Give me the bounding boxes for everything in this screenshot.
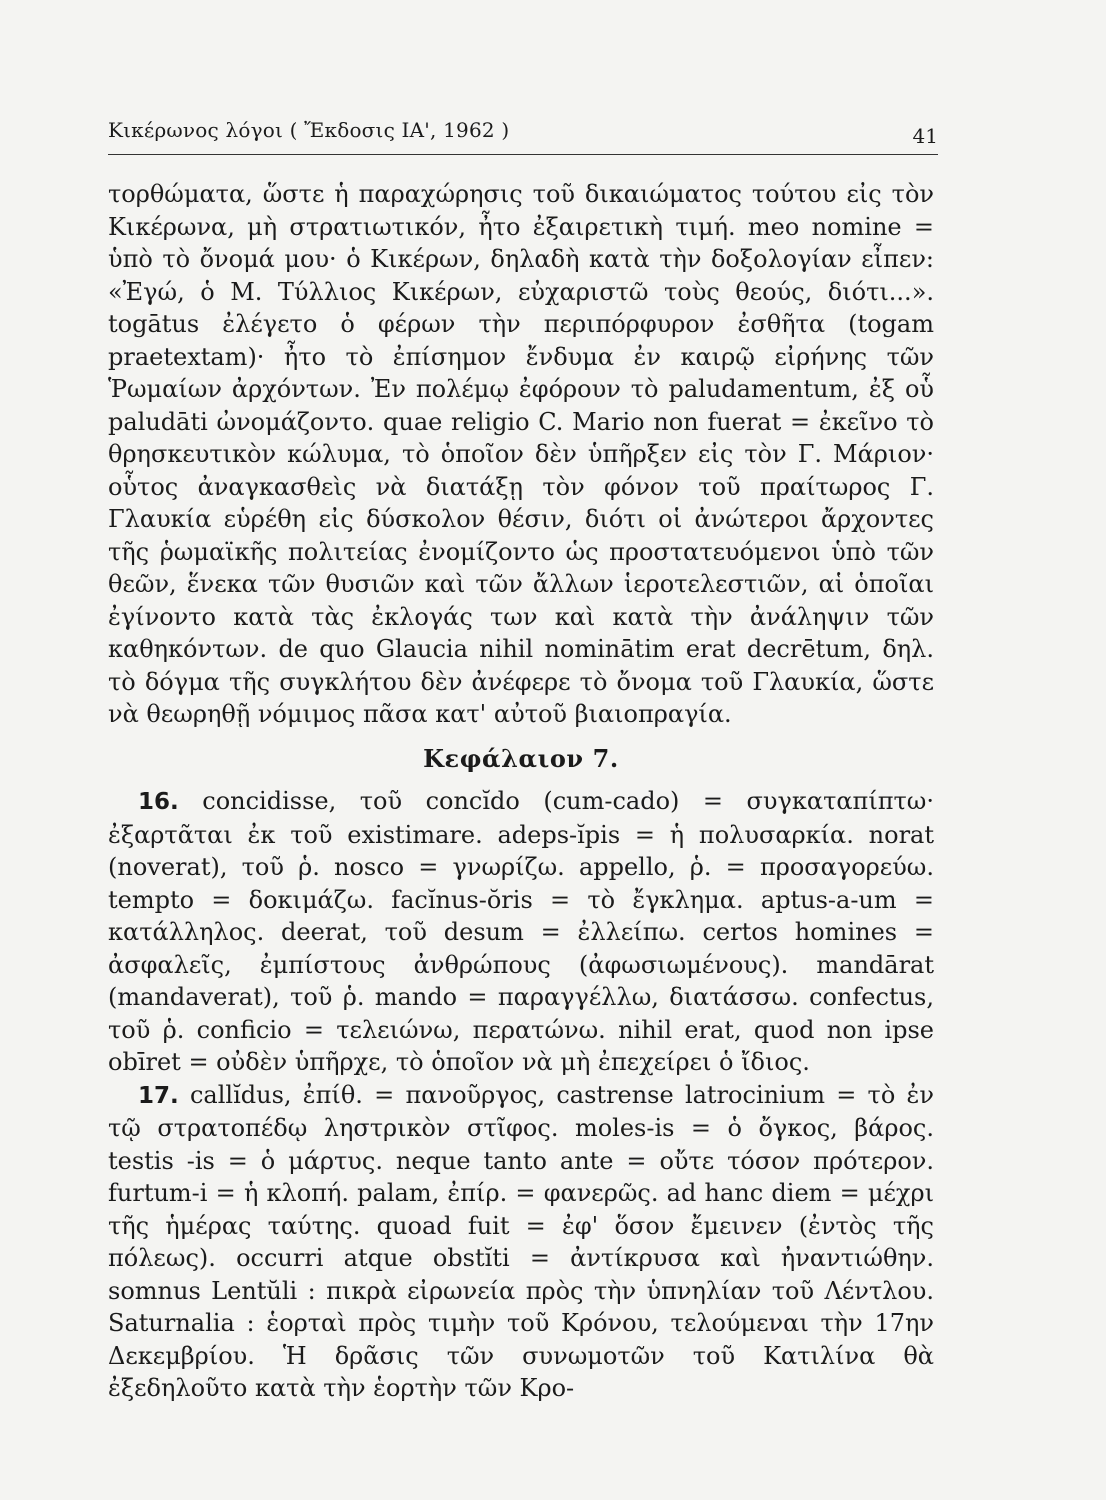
paragraph-continuation: τορθώματα, ὥστε ἡ παραχώρησις τοῦ δικαιώματος τούτου εἰς τὸν Κικέρωνα, μὴ στρατιωτικόν, ἦτο ἐξαιρετικὴ τιμή. meo nomine = ὑπὸ τὸ ὄνομά μου· ὁ Κικέρων, δηλαδὴ κατὰ τὴν δοξολογίαν εἶπεν: «Ἐγώ, ὁ Μ. Τύλλιος Κικέρων, εὐχαριστῶ τοὺς θεούς, διότι...». togātus ἐλέγετο ὁ φέρων τὴν περιπόρφυρον ἐσθῆτα (togam praetextam)· ἦτο τὸ ἐπίσημον ἔνδυμα ἐν καιρῷ εἰρήνης τῶν Ῥωμαίων ἀρχόντων. Ἐν πολέμῳ ἐφόρουν τὸ paludamentum, ἐξ οὗ paludāti ὠνομάζοντο. quae religio C. Mario non fuerat = ἐκεῖνο τὸ θρησκευτικὸν κώλυμα, τὸ ὁποῖον δὲν ὑπῆρξεν εἰς τὸν Γ. Μάριον· οὗτος ἀναγκασθεὶς νὰ διατάξῃ τὸν φόνον τοῦ πραίτωρος Γ. Γλαυκία εὑρέθη εἰς δύσκολον θέσιν, διότι οἱ ἀνώτεροι ἄρχοντες τῆς ῥωμαϊκῆς πολιτείας ἐνομίζοντο ὡς προστατευόμενοι ὑπὸ τῶν θεῶν, ἕνεκα τῶν θυσιῶν καὶ τῶν ἄλλων ἱεροτελεστιῶν, αἱ ὁποῖαι ἐγίνοντο κατὰ τὰς ἐκλογάς των καὶ κατὰ τὴν ἀνάληψιν τῶν καθηκόντων. de quo Glaucia nihil nominātim erat decrētum, δηλ. τὸ δόγμα τῆς συγκλήτου δὲν ἀνέφερε τὸ ὄνομα τοῦ Γλαυκία, ὥστε νὰ θεωρηθῇ νόμιμος πᾶσα κατ' αὐτοῦ βιαιοπραγία. — [108, 180, 934, 728]
body-text — [108, 178, 934, 1405]
chapter-heading: Κεφάλαιον 7. — [423, 743, 619, 773]
section-16 — [108, 785, 934, 1079]
section-17-number: 17. — [138, 1082, 179, 1109]
header-title: Κικέρωνος λόγοι ( Ἔκδοσις ΙΑ', 1962 ) — [108, 118, 510, 142]
section-16-text: concidisse, τοῦ concĭdo (cum-cado) = συγκαταπίπτω· ἐξαρτᾶται ἐκ τοῦ existimare. adeps-ĭpis = ἡ πολυσαρκία. norat (noverat), τοῦ ῥ. nosco = γνωρίζω. appello, ῥ. = προσαγορεύω. tempto = δοκιμάζω. facĭnus-ŏris = τὸ ἔγκλημα. aptus-a-um = κατάλληλος. deerat, τοῦ desum = ἐλλείπω. certos homines = ἀσφαλεῖς, ἐμπίστους ἀνθρώπους (ἀφωσιωμένους). mandārat (mandaverat), τοῦ ῥ. mando = παραγγέλλω, διατάσσω. confectus, τοῦ ῥ. conficio = τελειώνω, περατώνω. nihil erat, quod non ipse obīret = οὐδὲν ὑπῆρχε, τὸ ὁποῖον νὰ μὴ ἐπεχείρει ὁ ἴδιος. — [108, 787, 934, 1076]
section-17-text: callĭdus, ἐπίθ. = πανοῦργος, castrense latrocinium = τὸ ἐν τῷ στρατοπέδῳ ληστρικὸν στῖφος. moles-is = ὁ ὄγκος, βάρος. testis -is = ὁ μάρτυς. neque tanto ante = οὔτε τόσον πρότερον. furtum-i = ἡ κλοπή. palam, ἐπίρ. = φανερῶς. ad hanc diem = μέχρι τῆς ἡμέρας ταύτης. quoad fuit = ἐφ' ὅσον ἔμεινεν (ἐντὸς τῆς πόλεως). occurri atque obstĭti = ἀντίκρυσα καὶ ἠναντιώθην. somnus Lentŭli : πικρὰ εἰρωνεία πρὸς τὴν ὑπνηλίαν τοῦ Λέντλου. Saturnalia : ἑορταὶ πρὸς τιμὴν τοῦ Κρόνου, τελούμεναι τὴν 17ην Δεκεμβρίου. Ἡ δρᾶσις τῶν συνωμοτῶν τοῦ Κατιλίνα θὰ ἐξεδηλοῦτο κατὰ τὴν ἑορτὴν τῶν Κρο- — [108, 1080, 934, 1402]
header-rule — [108, 154, 938, 155]
page-number: 41 — [912, 124, 938, 148]
section-17 — [108, 1079, 934, 1405]
running-header — [108, 118, 938, 158]
section-16-number: 16. — [138, 789, 179, 815]
